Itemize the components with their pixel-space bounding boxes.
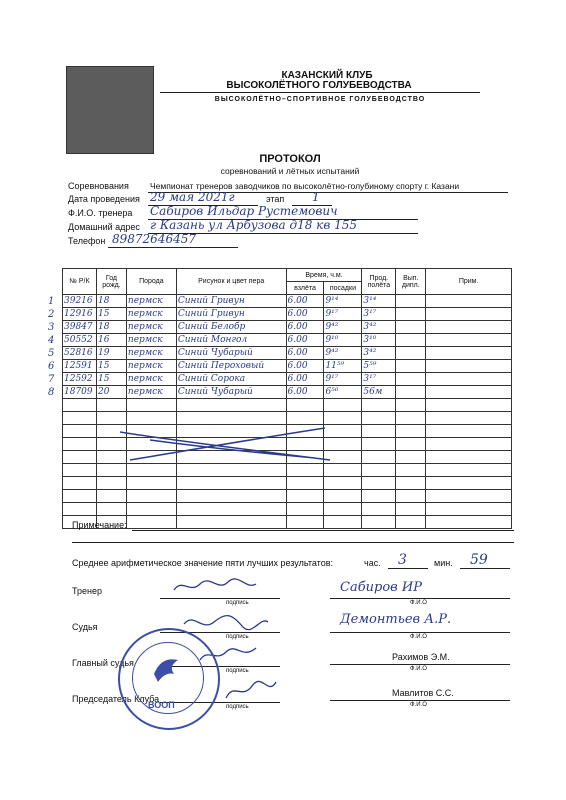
chair-name-line: [330, 700, 510, 701]
crossout-scribble: [110, 420, 340, 470]
hours-value: 3: [398, 552, 407, 568]
table-cell-feather: [176, 490, 286, 503]
row-index-number: 4: [48, 335, 55, 346]
judge-name-line: [330, 632, 510, 633]
document-subtitle: соревнований и лётных испытаний: [220, 166, 360, 176]
table-cell-year: 20: [96, 386, 126, 399]
table-cell-feather: Синий Белобр: [176, 321, 286, 334]
note-label: Примечание:: [72, 520, 127, 530]
trainer-name: Сабиров ИР: [340, 580, 422, 595]
phone-label: Телефон: [68, 236, 106, 246]
table-cell-landing: 11⁵⁹: [324, 360, 362, 373]
table-cell-duration: [362, 503, 396, 516]
address-label: Домашний адрес: [68, 222, 140, 232]
table-cell-takeoff: 6.00: [286, 295, 324, 308]
table-cell-note: [426, 412, 512, 425]
hours-line: [388, 568, 428, 569]
table-cell-num: [63, 451, 97, 464]
minutes-label: мин.: [434, 558, 453, 568]
table-cell-num: 50552: [63, 334, 97, 347]
table-cell-done: [396, 373, 426, 386]
table-cell-done: [396, 490, 426, 503]
header-time: Время, ч.м.: [286, 269, 362, 282]
dove-icon: [150, 654, 184, 688]
table-cell-note: [426, 451, 512, 464]
table-cell-done: [396, 399, 426, 412]
table-cell-breed: [126, 516, 176, 529]
table-cell-done: [396, 438, 426, 451]
trainer-sign-line: [160, 598, 280, 599]
date-label: Дата проведения: [68, 194, 140, 204]
table-cell-landing: 9¹⁷: [324, 308, 362, 321]
table-cell-takeoff: 6.00: [286, 373, 324, 386]
table-cell-takeoff: [286, 503, 324, 516]
table-cell-breed: [126, 477, 176, 490]
chief-judge-label: Главный судья: [72, 658, 134, 668]
header-breed: Порода: [126, 269, 176, 295]
chair-sign-caption: подпись: [226, 704, 249, 710]
stage-value: 1: [312, 190, 320, 204]
table-cell-num: 39847: [63, 321, 97, 334]
phone-line: [108, 247, 238, 248]
table-cell-landing: 9⁴²: [324, 347, 362, 360]
table-row: [63, 503, 512, 516]
table-cell-num: [63, 399, 97, 412]
trainer-sign-caption: подпись: [226, 600, 249, 606]
table-cell-year: [96, 477, 126, 490]
judge-signature: [180, 610, 270, 634]
table-cell-landing: [324, 399, 362, 412]
table-cell-feather: Синий Чубарый: [176, 386, 286, 399]
table-cell-num: [63, 412, 97, 425]
table-cell-breed: пермск: [126, 386, 176, 399]
note-line-1: [132, 530, 514, 531]
table-cell-landing: [324, 516, 362, 529]
table-cell-note: [426, 386, 512, 399]
row-index-number: 3: [48, 322, 55, 333]
row-index-number: 5: [48, 348, 55, 359]
table-cell-num: 52816: [63, 347, 97, 360]
header-done: Вып. дипл.: [396, 269, 426, 295]
table-cell-year: 18: [96, 321, 126, 334]
table-cell-duration: [362, 464, 396, 477]
table-cell-feather: [176, 399, 286, 412]
table-cell-duration: 3⁴²: [362, 321, 396, 334]
club-logo: [66, 66, 154, 154]
judge-name: Демонтьев А.Р.: [340, 612, 452, 627]
table-cell-takeoff: 6.00: [286, 360, 324, 373]
table-cell-done: [396, 425, 426, 438]
table-cell-done: [396, 334, 426, 347]
header-duration: Прод. полёта: [362, 269, 396, 295]
header-divider: [160, 92, 480, 93]
table-cell-duration: 3¹⁷: [362, 373, 396, 386]
row-index-number: 2: [48, 309, 55, 320]
table-cell-num: [63, 425, 97, 438]
table-cell-done: [396, 386, 426, 399]
table-cell-done: [396, 503, 426, 516]
table-cell-duration: [362, 451, 396, 464]
table-cell-duration: 3¹⁴: [362, 295, 396, 308]
table-cell-landing: [324, 477, 362, 490]
table-row: [63, 347, 512, 360]
table-cell-landing: [324, 490, 362, 503]
table-cell-done: [396, 321, 426, 334]
table-cell-breed: пермск: [126, 360, 176, 373]
table-cell-year: [96, 399, 126, 412]
header-takeoff: взлёта: [286, 282, 324, 295]
table-cell-done: [396, 464, 426, 477]
table-cell-duration: [362, 399, 396, 412]
table-cell-note: [426, 425, 512, 438]
table-cell-year: 15: [96, 308, 126, 321]
table-cell-duration: [362, 516, 396, 529]
table-cell-num: 12916: [63, 308, 97, 321]
table-cell-landing: 9¹⁴: [324, 295, 362, 308]
table-cell-landing: 9¹⁷: [324, 373, 362, 386]
table-cell-duration: [362, 477, 396, 490]
table-cell-num: 12592: [63, 373, 97, 386]
club-name-line1: КАЗАНСКИЙ КЛУБ: [281, 70, 373, 81]
chairman-label: Председатель Клуба: [72, 694, 160, 704]
table-cell-note: [426, 477, 512, 490]
table-cell-feather: [176, 516, 286, 529]
table-cell-takeoff: [286, 399, 324, 412]
table-cell-takeoff: 6.00: [286, 321, 324, 334]
table-cell-breed: пермск: [126, 373, 176, 386]
table-row: [63, 490, 512, 503]
table-cell-takeoff: 6.00: [286, 347, 324, 360]
trainer-sign-label: Тренер: [72, 586, 102, 596]
table-cell-duration: 3¹⁰: [362, 334, 396, 347]
table-cell-note: [426, 360, 512, 373]
table-cell-year: [96, 490, 126, 503]
table-cell-num: [63, 464, 97, 477]
table-cell-breed: пермск: [126, 334, 176, 347]
table-cell-duration: [362, 425, 396, 438]
table-cell-note: [426, 490, 512, 503]
table-cell-done: [396, 451, 426, 464]
table-cell-landing: 9⁴²: [324, 321, 362, 334]
table-cell-done: [396, 347, 426, 360]
row-index-number: 6: [48, 361, 55, 372]
table-cell-feather: Синий Пероховый: [176, 360, 286, 373]
stage-label: этап: [266, 194, 285, 204]
table-cell-year: 15: [96, 360, 126, 373]
table-cell-num: [63, 490, 97, 503]
table-cell-feather: Синий Гривун: [176, 308, 286, 321]
club-name-line2: ВЫСОКОЛЁТНОГО ГОЛУБЕВОДСТВА: [226, 80, 412, 91]
table-cell-note: [426, 334, 512, 347]
table-row: [63, 321, 512, 334]
stamp-text: ВООП: [148, 700, 175, 710]
table-cell-takeoff: 6.00: [286, 308, 324, 321]
chief-sign-caption: подпись: [226, 668, 249, 674]
trainer-fio-caption: Ф.И.О: [410, 600, 427, 606]
table-cell-duration: [362, 412, 396, 425]
table-cell-duration: 3⁴²: [362, 347, 396, 360]
header-feather: Рисунок и цвет пера: [176, 269, 286, 295]
table-cell-note: [426, 503, 512, 516]
table-cell-note: [426, 373, 512, 386]
hours-label: час.: [364, 558, 381, 568]
table-cell-takeoff: [286, 477, 324, 490]
table-cell-note: [426, 295, 512, 308]
table-cell-breed: пермск: [126, 308, 176, 321]
table-cell-feather: [176, 503, 286, 516]
table-cell-note: [426, 347, 512, 360]
table-cell-num: [63, 503, 97, 516]
table-cell-breed: пермск: [126, 347, 176, 360]
table-cell-done: [396, 360, 426, 373]
chief-name-line: [330, 664, 510, 665]
table-row: [63, 334, 512, 347]
table-cell-takeoff: 6.00: [286, 334, 324, 347]
phone-value: 89872646457: [112, 232, 196, 246]
row-index-number: 7: [48, 374, 55, 385]
table-row: [63, 373, 512, 386]
table-cell-done: [396, 477, 426, 490]
table-cell-note: [426, 464, 512, 477]
results-table: [62, 268, 512, 529]
header-note: Прим.: [426, 269, 512, 295]
table-cell-num: 18709: [63, 386, 97, 399]
table-cell-breed: [126, 399, 176, 412]
judge-sign-caption: подпись: [226, 634, 249, 640]
competition-value: Чемпионат тренеров заводчиков по высоколётно-голубиному спорту г. Казани: [150, 181, 460, 191]
table-cell-feather: Синий Чубарый: [176, 347, 286, 360]
table-row: [63, 295, 512, 308]
table-row: [63, 399, 512, 412]
table-cell-landing: 9¹⁰: [324, 334, 362, 347]
table-cell-year: 16: [96, 334, 126, 347]
date-value: 29 мая 2021г: [150, 190, 235, 204]
table-cell-done: [396, 516, 426, 529]
table-cell-duration: 3¹⁷: [362, 308, 396, 321]
row-index-number: 8: [48, 387, 55, 398]
document-title: ПРОТОКОЛ: [259, 153, 321, 165]
table-cell-note: [426, 438, 512, 451]
table-cell-feather: Синий Монгол: [176, 334, 286, 347]
table-cell-landing: [324, 503, 362, 516]
trainer-value: Сабиров Ильдар Рустемович: [150, 204, 338, 218]
chair-fio-caption: Ф.И.О: [410, 702, 427, 708]
row-index-number: 1: [48, 296, 55, 307]
table-row: [63, 516, 512, 529]
table-row: [63, 360, 512, 373]
table-cell-num: 39216: [63, 295, 97, 308]
table-cell-feather: Синий Сорока: [176, 373, 286, 386]
trainer-signature: [170, 574, 260, 598]
table-cell-duration: 5⁵⁹: [362, 360, 396, 373]
table-cell-done: [396, 295, 426, 308]
table-cell-landing: 6⁵⁶: [324, 386, 362, 399]
table-header-row: [63, 269, 512, 282]
chairman-name: Мавлитов С.С.: [392, 688, 454, 698]
chief-fio-caption: Ф.И.О: [410, 666, 427, 672]
judge-fio-caption: Ф.И.О: [410, 634, 427, 640]
table-cell-takeoff: [286, 490, 324, 503]
competition-label: Соревнования: [68, 181, 129, 191]
table-cell-duration: 56м: [362, 386, 396, 399]
table-cell-done: [396, 308, 426, 321]
table-row: [63, 477, 512, 490]
table-cell-breed: пермск: [126, 295, 176, 308]
minutes-line: [460, 568, 510, 569]
note-line-2: [72, 542, 514, 543]
table-cell-breed: пермск: [126, 321, 176, 334]
table-cell-duration: [362, 490, 396, 503]
average-label: Среднее арифметическое значение пяти лучших результатов:: [72, 558, 333, 568]
table-cell-feather: [176, 477, 286, 490]
header-num: № Р/К: [63, 269, 97, 295]
table-cell-num: [63, 438, 97, 451]
minutes-value: 59: [470, 552, 488, 568]
table-cell-year: 19: [96, 347, 126, 360]
table-cell-num: 12591: [63, 360, 97, 373]
table-row: [63, 308, 512, 321]
table-cell-note: [426, 321, 512, 334]
judge-label: Судья: [72, 622, 98, 632]
table-cell-year: [96, 503, 126, 516]
table-cell-note: [426, 516, 512, 529]
header-landing: посадки: [324, 282, 362, 295]
table-cell-takeoff: [286, 516, 324, 529]
chairman-signature: [220, 676, 280, 704]
header-year: Год рожд.: [96, 269, 126, 295]
chief-judge-name: Рахимов Э.М.: [392, 652, 450, 662]
table-cell-note: [426, 308, 512, 321]
table-cell-breed: [126, 503, 176, 516]
table-cell-note: [426, 399, 512, 412]
table-cell-duration: [362, 438, 396, 451]
trainer-name-line: [330, 598, 510, 599]
trainer-label: Ф.И.О. тренера: [68, 208, 133, 218]
table-cell-takeoff: 6.00: [286, 386, 324, 399]
table-cell-num: [63, 477, 97, 490]
table-cell-breed: [126, 490, 176, 503]
table-cell-feather: Синий Гривун: [176, 295, 286, 308]
address-value: г Казань ул Арбузова д18 кв 155: [150, 218, 358, 232]
table-cell-year: 15: [96, 373, 126, 386]
club-name-line3: ВЫСОКОЛЁТНО–СПОРТИВНОЕ ГОЛУБЕВОДСТВО: [214, 96, 426, 103]
table-row: [63, 386, 512, 399]
table-cell-done: [396, 412, 426, 425]
table-cell-year: 18: [96, 295, 126, 308]
